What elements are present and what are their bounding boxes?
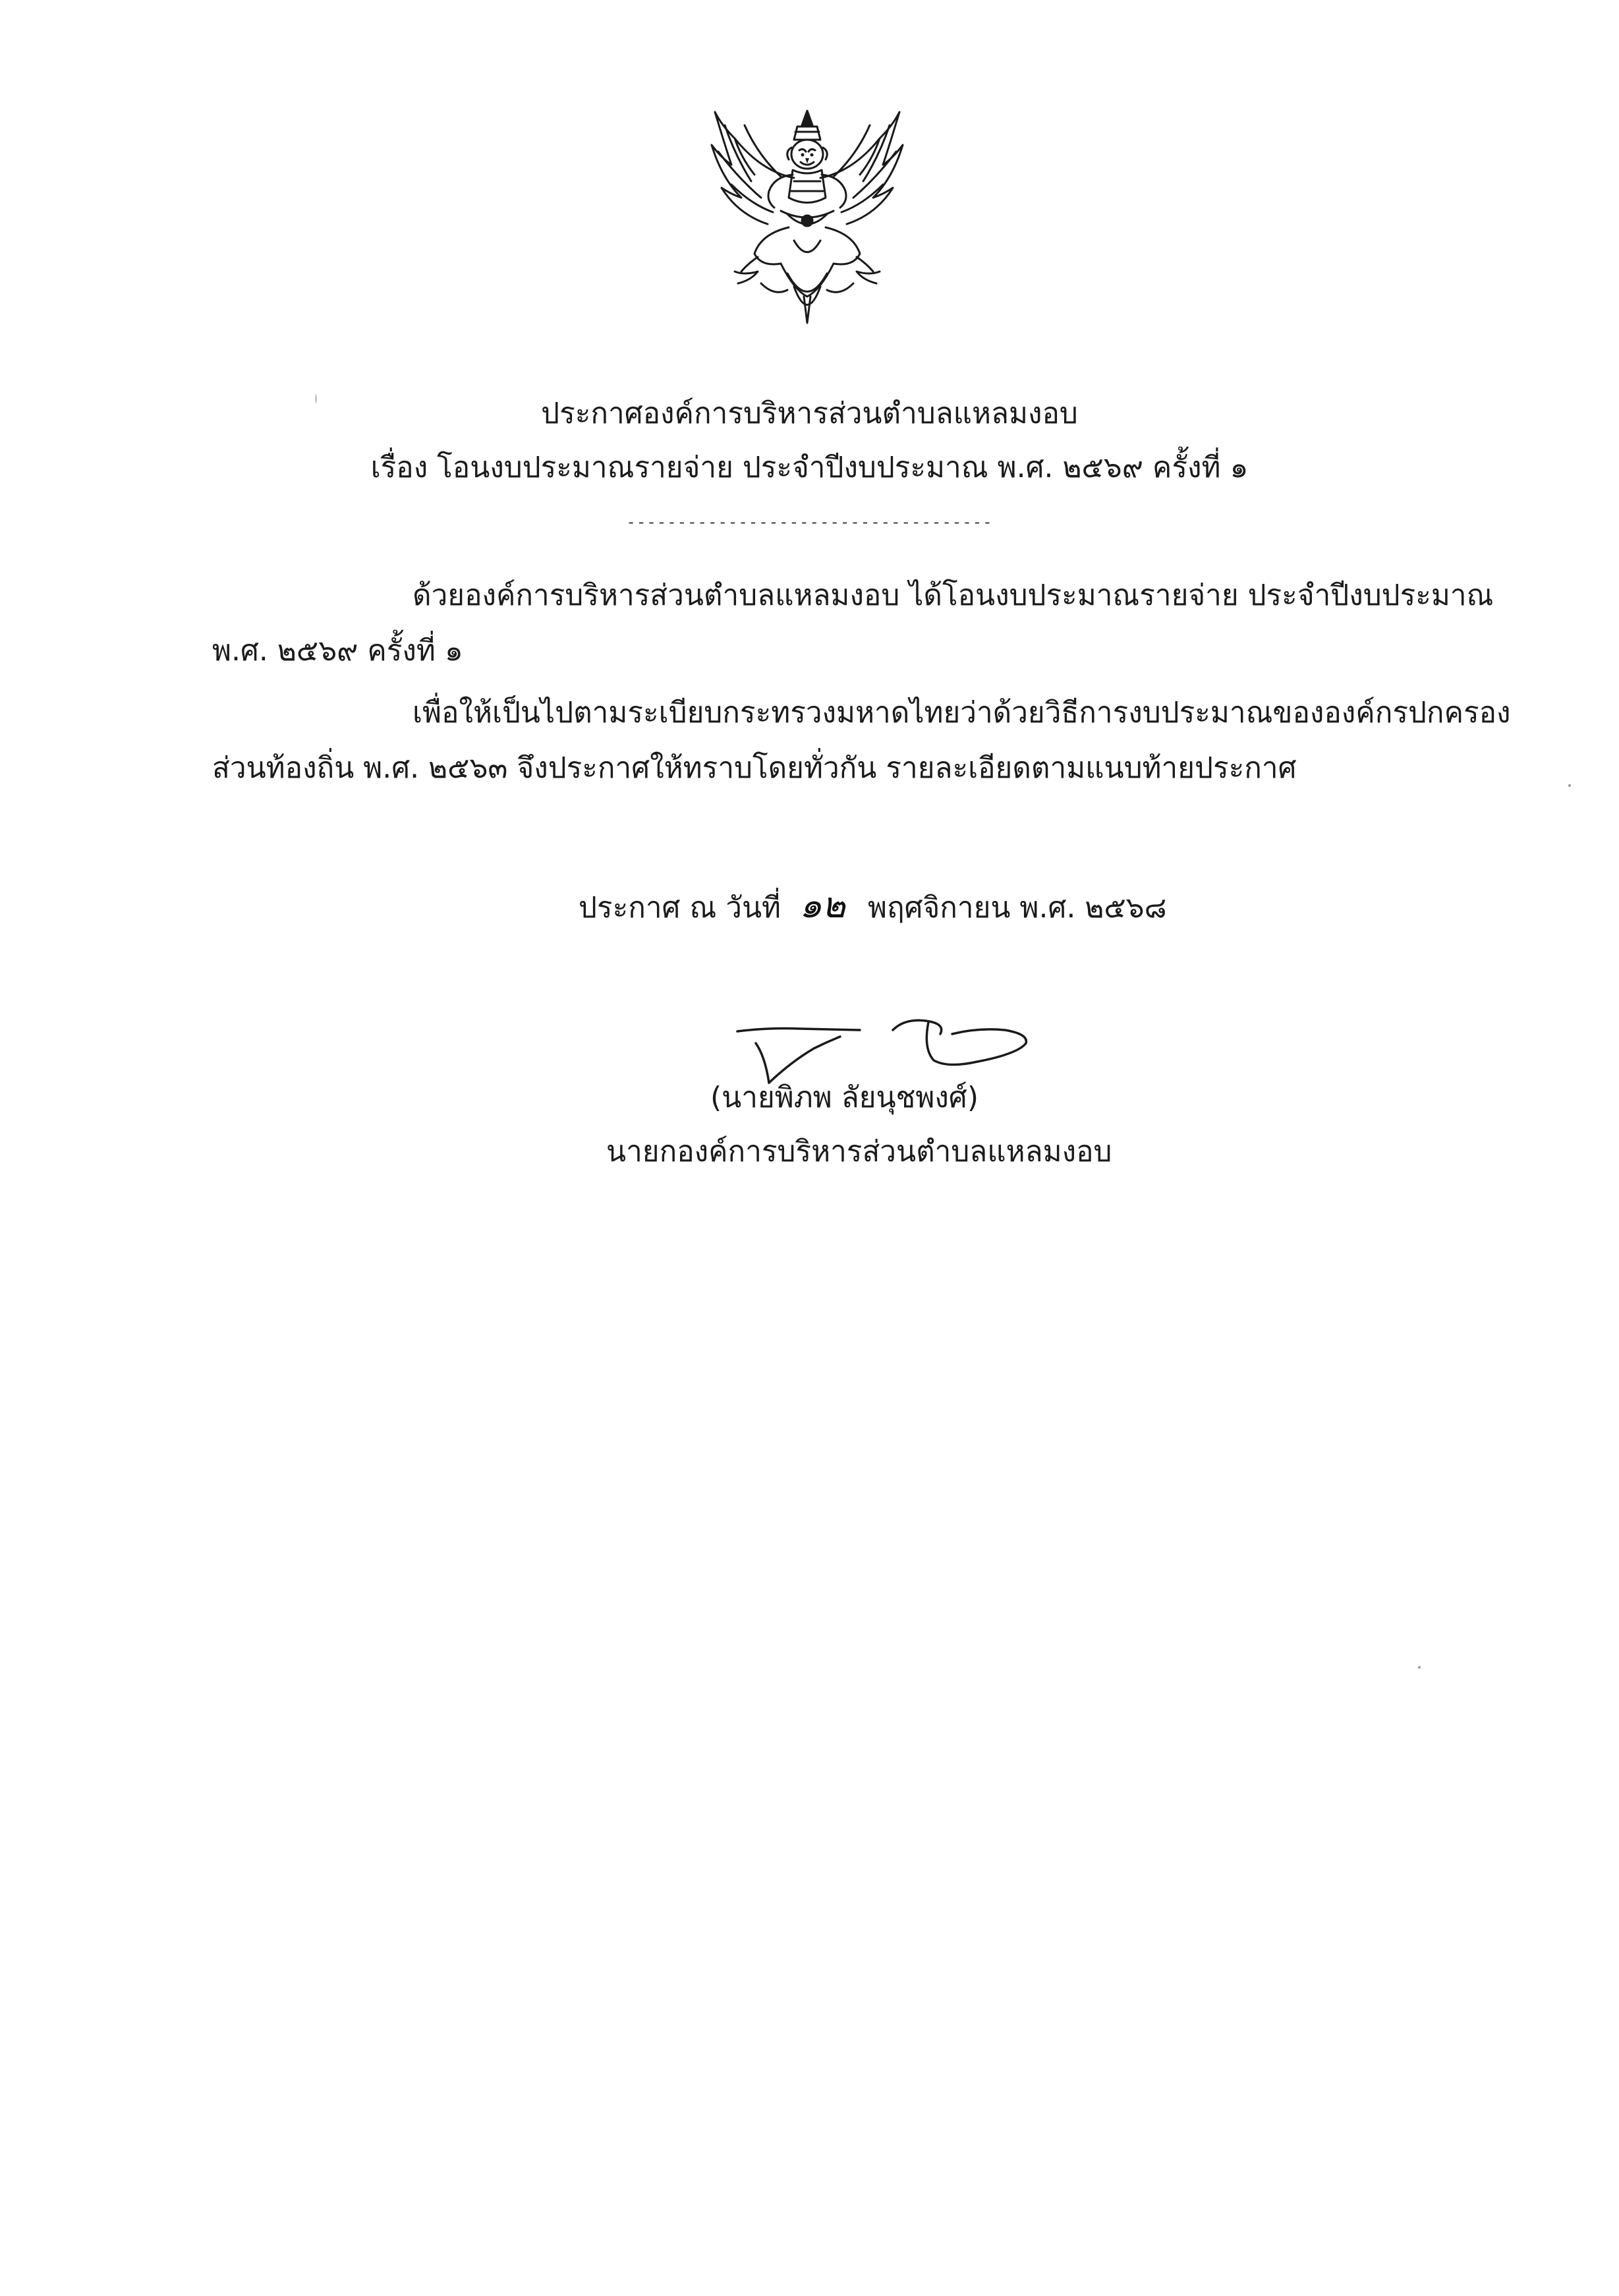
scan-speck (315, 394, 317, 403)
paragraph-2-line-2: ส่วนท้องถิ่น พ.ศ. ๒๕๖๓ จึงประกาศให้ทราบโดยทั่วกัน รายละเอียดตามแนบท้ายประกาศ (212, 751, 1297, 785)
date-day-handwritten: ๑๒ (799, 884, 845, 926)
signer-name: (นายพิภพ ลัยนุชพงศ์) (710, 1081, 979, 1114)
date-prefix: ประกาศ ณ วันที่ (579, 891, 781, 925)
paragraph-1-line-1: ด้วยองค์การบริหารส่วนตำบลแหลมงอบ ได้โอนงบประมาณรายจ่าย ประจำปีงบประมาณ (412, 579, 1494, 612)
paragraph-1-line-2: พ.ศ. ๒๕๖๙ ครั้งที่ ๑ (212, 634, 463, 668)
signer-position: นายกองค์การบริหารส่วนตำบลแหลมงอบ (606, 1135, 1112, 1168)
scan-speck (1418, 1666, 1421, 1669)
date-month-year: พฤศจิกายน พ.ศ. ๒๕๖๘ (867, 891, 1167, 925)
garuda-emblem-icon (695, 99, 919, 343)
announcement-subject: เรื่อง โอนงบประมาณรายจ่าย ประจำปีงบประมาณ พ.ศ. ๒๕๖๙ ครั้งที่ ๑ (370, 451, 1249, 484)
scan-speck (1568, 784, 1571, 787)
announcement-title: ประกาศองค์การบริหารส่วนตำบลแหลมงอบ (541, 397, 1078, 430)
paragraph-2-line-1: เพื่อให้เป็นไปตามระเบียบกระทรวงมหาดไทยว่าด้วยวิธีการงบประมาณขององค์กรปกครอง (412, 696, 1511, 730)
divider-line: ------------------------------------ (626, 513, 993, 531)
announcement-date (579, 886, 1167, 928)
